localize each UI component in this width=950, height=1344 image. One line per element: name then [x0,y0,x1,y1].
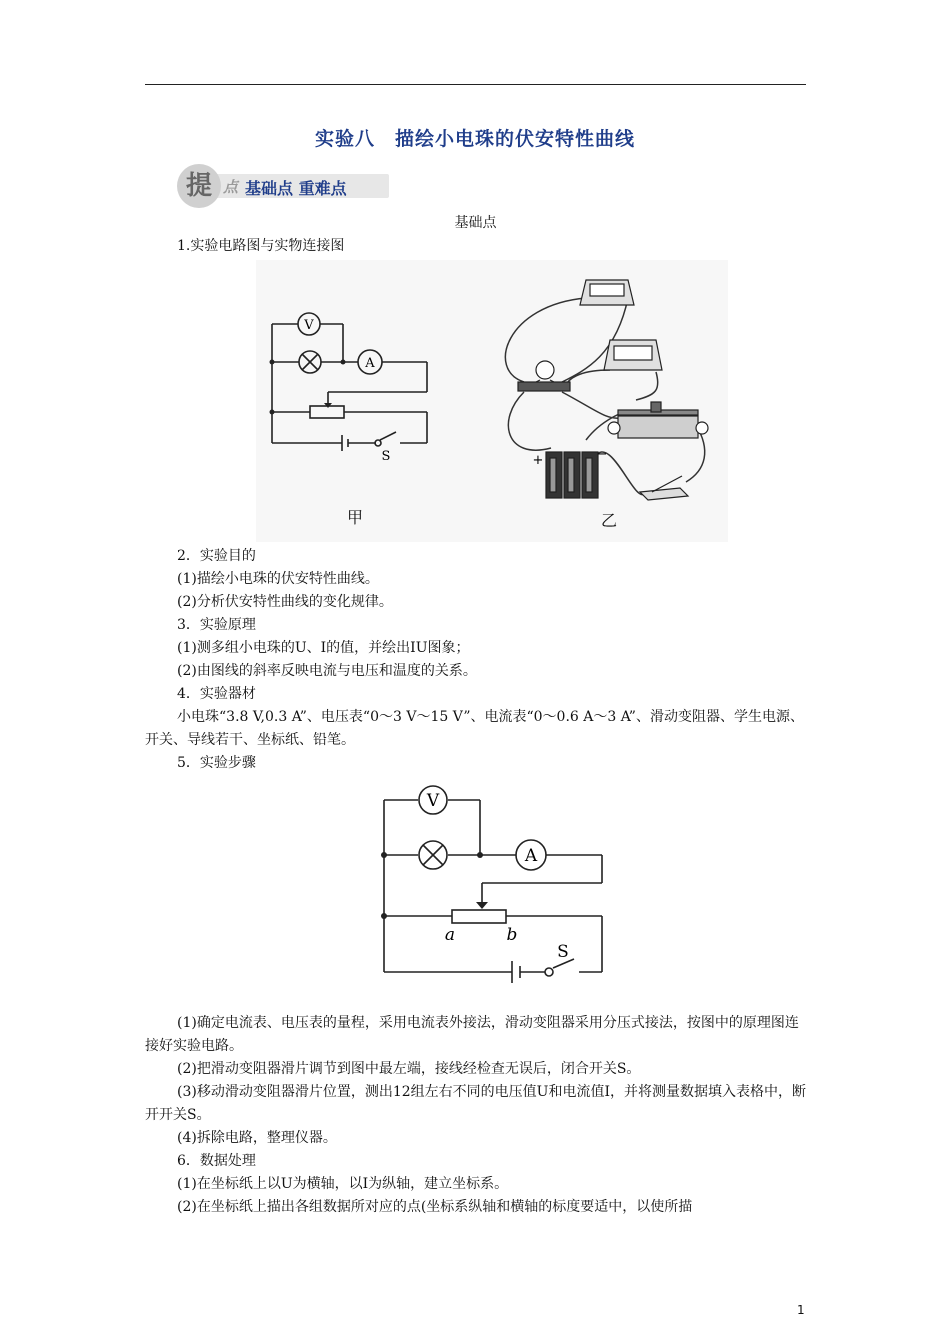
fig2-terminal-a: a [444,925,456,945]
item-5-step-3: (3)移动滑动变阻器滑片位置，测出12组左右不同的电压值U和电流值I，并将测量数据填入表格中，断开开关S。 [145,1084,806,1123]
item-6-heading: 6．数据处理 [177,1153,256,1169]
item-2-point-1: (1)描绘小电珠的伏安特性曲线。 [177,571,379,587]
badge-prefix: 点 [223,178,239,196]
item-2-heading: 2．实验目的 [177,548,256,564]
item-6-point-2: (2)在坐标纸上描出各组数据所对应的点(坐标系纵轴和横轴的标度要适中，以使所描 [177,1199,693,1215]
item-3-point-2: (2)由图线的斜率反映电流与电压和温度的关系。 [177,663,477,679]
header-rule [145,84,806,85]
fig1-caption-left: 甲 [347,508,364,527]
section-heading: 基础点 [454,215,497,231]
fig2-s-label: S [557,942,569,962]
fig2-a-label: A [524,846,538,866]
fig1-v-label: V [304,318,314,333]
fig1-a-label: A [365,356,375,371]
item-3-heading: 3．实验原理 [177,617,256,633]
fig1-plus-label: + [532,453,544,468]
item-5-step-4: (4)拆除电路，整理仪器。 [177,1130,337,1146]
item-4-body: 小电珠“3.8 V,0.3 A”、电压表“0～3 V～15 V”、电流表“0～0.6 A～3 A”、滑动变阻器、学生电源、开关、导线若干、坐标纸、铅笔。 [145,709,804,748]
fig1-s-label: S [381,449,391,464]
item-2-point-2: (2)分析伏安特性曲线的变化规律。 [177,594,393,610]
item-3-point-1: (1)测多组小电珠的U、I的值，并绘出IU图象； [177,640,470,656]
page-title: 实验八 描绘小电珠的伏安特性曲线 [314,128,635,150]
item-6-point-1: (1)在坐标纸上以U为横轴，以I为纵轴，建立坐标系。 [177,1176,509,1192]
item-5-heading: 5．实验步骤 [177,755,256,771]
page-number: 1 [797,1303,805,1317]
fig1-caption-right: 乙 [601,511,618,530]
badge-label: 基础点 重难点 [245,179,347,198]
item-5-step-2: (2)把滑动变阻器滑片调节到图中最左端，接线经检查无误后，闭合开关S。 [177,1061,641,1077]
fig2-terminal-b: b [506,925,518,945]
badge-mark: 提 [177,164,221,208]
item-4-heading: 4．实验器材 [177,686,256,702]
figure-1-svg [256,260,728,542]
item-1-heading: 1.实验电路图与实物连接图 [177,238,345,254]
fig1-minus-label: − [596,447,608,462]
fig2-v-label: V [426,791,440,811]
figure-principle-schematic [360,776,620,988]
item-5-step-1: (1)确定电流表、电压表的量程，采用电流表外接法，滑动变阻器采用分压式接法，按图中的原理图连接好实验电路。 [145,1015,799,1054]
section-badge [177,160,392,204]
figure-circuit-and-wiring [256,260,728,542]
figure-2-svg [360,776,620,988]
